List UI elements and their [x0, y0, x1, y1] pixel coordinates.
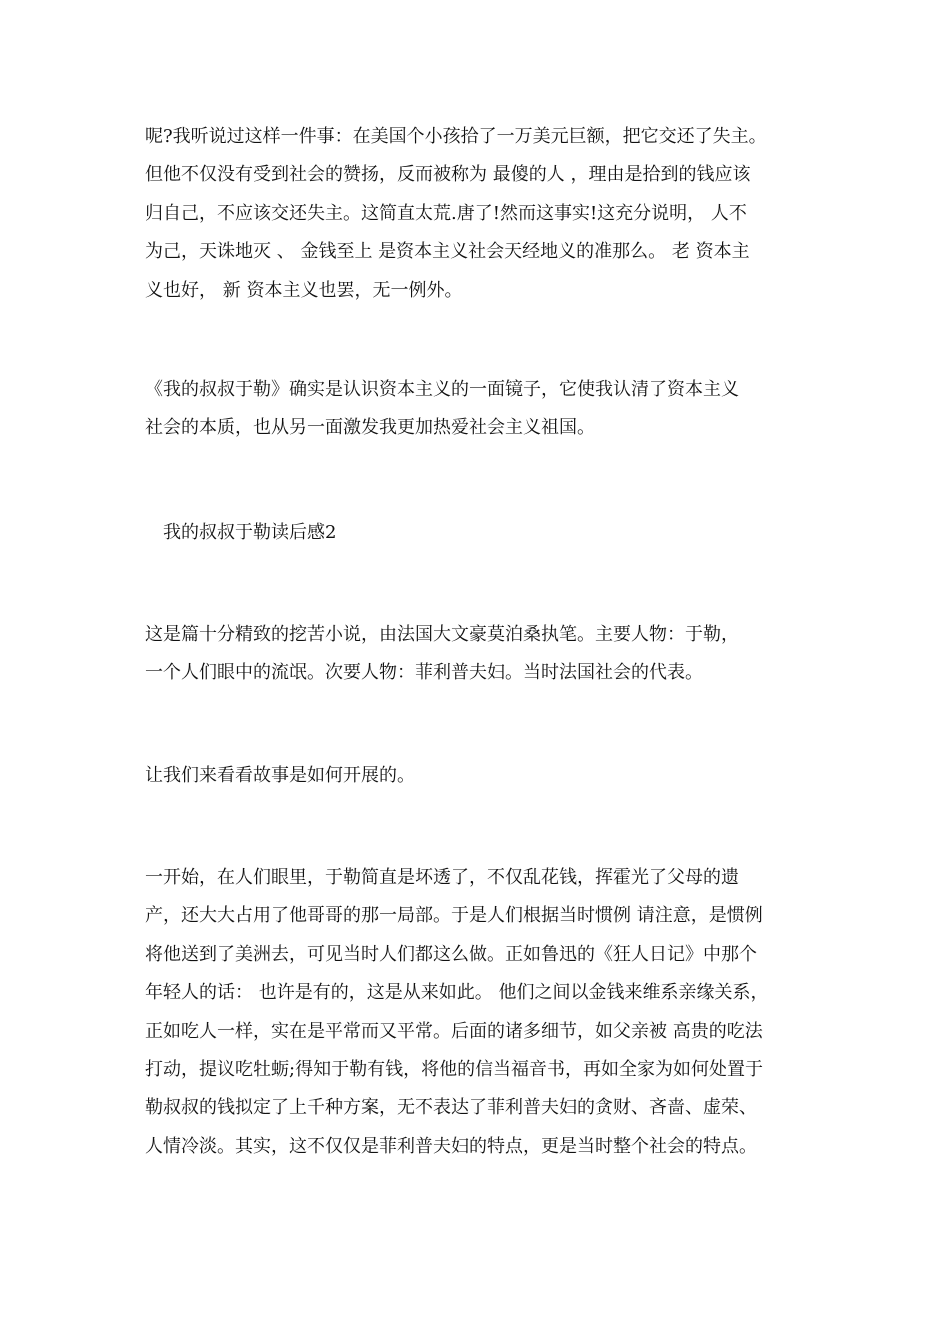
section-heading: 我的叔叔于勒读后感2	[163, 522, 337, 543]
paragraph-1	[145, 118, 807, 310]
text-line: 为己，天诛地灭 、 金钱至上 是资本主义社会天经地义的准那么。 老 资本主	[145, 241, 750, 263]
text-line: 将他送到了美洲去，可见当时人们都这么做。正如鲁迅的《狂人日记》中那个	[145, 943, 757, 965]
paragraph-3	[145, 616, 807, 693]
text-line: 产，还大大占用了他哥哥的那一局部。于是人们根据当时惯例 请注意，是惯例	[145, 905, 763, 927]
text-line: 呢?我听说过这样一件事：在美国个小孩拾了一万美元巨额，把它交还了失主。	[145, 126, 767, 147]
text-line: 归自己，不应该交还失主。这简直太荒.唐了!然而这事实!这充分说明， 人不	[145, 202, 747, 224]
text-line: 年轻人的话： 也许是有的，这是从来如此。 他们之间以金钱来维系亲缘关系，	[145, 982, 769, 1004]
text-line: 正如吃人一样，实在是平常而又平常。后面的诸多细节，如父亲被 高贵的吃法	[145, 1020, 763, 1042]
text-line: 但他不仅没有受到社会的赞扬，反而被称为 最傻的人 ，理由是拾到的钱应该	[145, 164, 751, 186]
paragraph-5	[145, 859, 807, 1166]
text-line: 社会的本质，也从另一面激发我更加热爱社会主义祖国。	[145, 417, 595, 439]
text-line: 让我们来看看故事是如何开展的。	[145, 765, 415, 786]
text-line: 打动，提议吃牡蛎;得知于勒有钱，将他的信当福音书，再如全家为如何处置于	[145, 1059, 764, 1081]
text-line: 勒叔叔的钱拟定了上千种方案，无不表达了菲利普夫妇的贪财、吝啬、虚荣、	[145, 1097, 757, 1119]
text-line: 《我的叔叔于勒》确实是认识资本主义的一面镜子，它使我认清了资本主义	[145, 379, 739, 400]
text-line: 义也好， 新 资本主义也罢，无一例外。	[145, 279, 463, 301]
paragraph-2	[145, 371, 807, 448]
text-line: 这是篇十分精致的挖苦小说，由法国大文豪莫泊桑执笔。主要人物：于勒，	[145, 624, 739, 645]
paragraph-4	[145, 757, 807, 795]
text-line: 人情冷淡。其实，这不仅仅是菲利普夫妇的特点，更是当时整个社会的特点。	[145, 1135, 757, 1157]
text-line: 一开始，在人们眼里，于勒简直是坏透了，不仅乱花钱，挥霍光了父母的遗	[145, 867, 739, 888]
text-line: 一个人们眼中的流氓。次要人物：菲利普夫妇。当时法国社会的代表。	[145, 662, 703, 684]
